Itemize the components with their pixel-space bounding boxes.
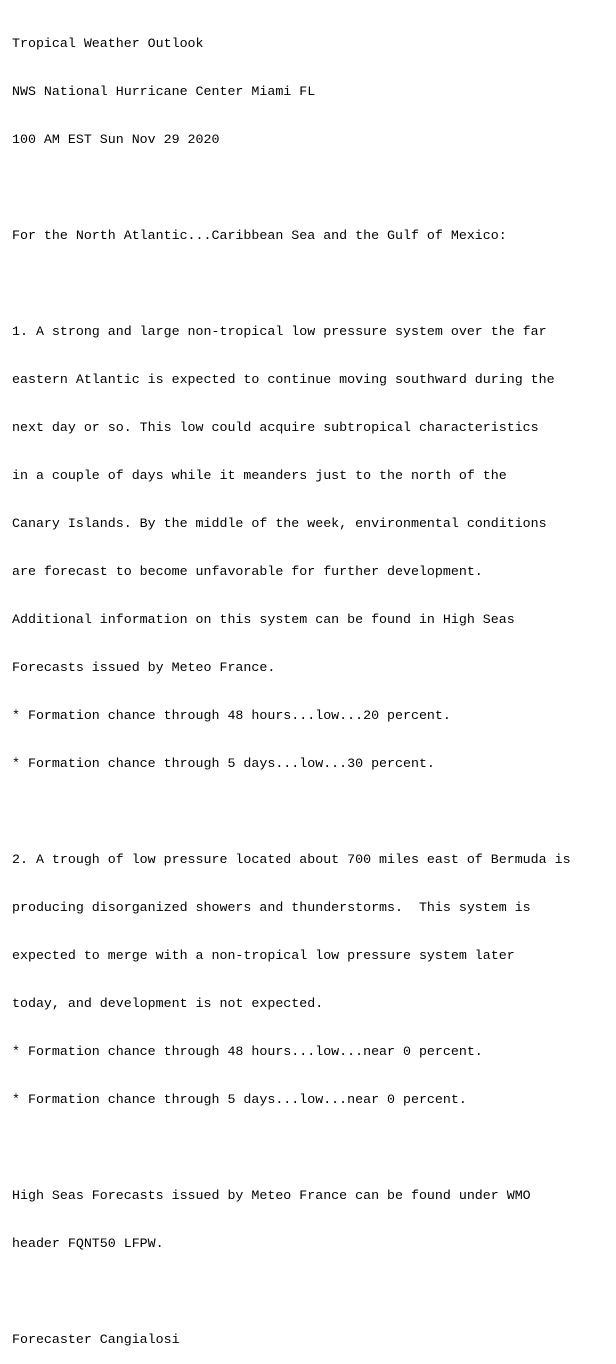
issuing-office: NWS National Hurricane Center Miami FL [12, 84, 316, 99]
system1-text-line: 1. A strong and large non-tropical low pressure system over the far [12, 324, 547, 339]
issue-time: 100 AM EST Sun Nov 29 2020 [12, 132, 220, 147]
outlook-document [12, 4, 571, 1364]
system2-text-line: producing disorganized showers and thunderstorms. This system is [12, 900, 531, 915]
system2-chance-48h: * Formation chance through 48 hours...low...near 0 percent. [12, 1044, 483, 1059]
system1-text-line: Forecasts issued by Meteo France. [12, 660, 276, 675]
system1-text-line: are forecast to become unfavorable for further development. [12, 564, 483, 579]
blank-line [12, 1284, 571, 1300]
system2-text-line: expected to merge with a non-tropical low pressure system later [12, 948, 515, 963]
blank-line [12, 180, 571, 196]
system1-text-line: eastern Atlantic is expected to continue moving southward during the [12, 372, 555, 387]
outlook-title: Tropical Weather Outlook [12, 36, 204, 51]
blank-line [12, 804, 571, 820]
region-intro: For the North Atlantic...Caribbean Sea and the Gulf of Mexico: [12, 228, 507, 243]
system2-text-line: 2. A trough of low pressure located about 700 miles east of Bermuda is [12, 852, 571, 867]
blank-line [12, 1140, 571, 1156]
system2-chance-5d: * Formation chance through 5 days...low...near 0 percent. [12, 1092, 467, 1107]
footer-text-line: header FQNT50 LFPW. [12, 1236, 164, 1251]
forecaster-signature: Forecaster Cangialosi [12, 1332, 180, 1347]
blank-line [12, 276, 571, 292]
system1-chance-48h: * Formation chance through 48 hours...low...20 percent. [12, 708, 451, 723]
system1-text-line: Additional information on this system can be found in High Seas [12, 612, 515, 627]
system2-text-line: today, and development is not expected. [12, 996, 324, 1011]
system1-chance-5d: * Formation chance through 5 days...low...30 percent. [12, 756, 435, 771]
system1-text-line: next day or so. This low could acquire subtropical characteristics [12, 420, 539, 435]
system1-text-line: in a couple of days while it meanders just to the north of the [12, 468, 507, 483]
footer-text-line: High Seas Forecasts issued by Meteo France can be found under WMO [12, 1188, 531, 1203]
system1-text-line: Canary Islands. By the middle of the week, environmental conditions [12, 516, 547, 531]
